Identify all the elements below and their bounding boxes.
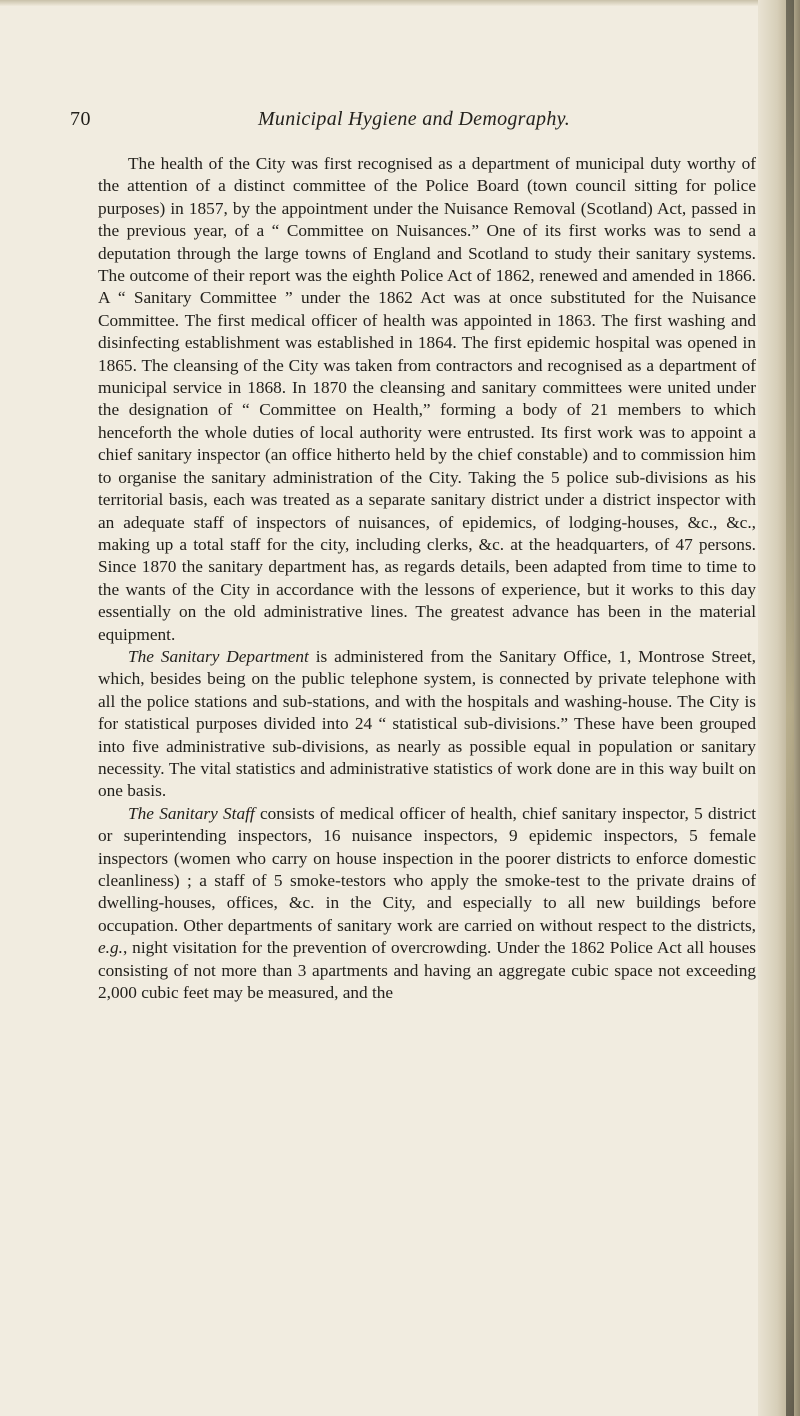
paragraph-history: [98, 153, 756, 646]
body-text: [98, 153, 756, 1004]
running-head: [70, 108, 758, 142]
paragraph-lead: The Sanitary Staff: [128, 803, 255, 823]
paragraph-text: The health of the City was first recognised as a department of municipal duty worthy of the attention of a distinct committee of the Police Board (town council sitting for police purposes) in 1857, by the appointment under the Nuisance Removal (Scotland) Act, passed in the previous year, of a “ Committee on Nuisances.” One of its first works was to send a deputation through the large towns of England and Scotland to study their sanitary systems. The outcome of their report was the eighth Police Act of 1862, renewed and amended in 1866. A “ Sanitary Committee ” under the 1862 Act was at once substituted for the Nuisance Committee. The first medical officer of health was appointed in 1863. The first washing and disinfecting establishment was established in 1864. The first epidemic hospital was opened in 1865. The cleansing of the City was taken from contractors and recognised as a department of municipal service in 1868. In 1870 the cleansing and sanitary committees were united under the designation of “ Committee on Health,” forming a body of 21 members to which henceforth the whole duties of local authority were entrusted. Its first work was to appoint a chief sanitary inspector (an office hitherto held by the chief constable) and to commission him to organise the sanitary administration of the City. Taking the 5 police sub-divisions as his territorial basis, each was treated as a separate sanitary district under a district inspector with an adequate staff of inspectors of nuisances, of epidemics, of lodging-houses, &c., &c., making up a total staff for the city, including clerks, &c. at the headquarters, of 47 persons. Since 1870 the sanitary department has, as regards details, been adapted from time to time to the wants of the City in accordance with the lessons of experience, but it works to this day essentially on the old administrative lines. The greatest advance has been in the material equipment.: [98, 154, 756, 644]
paragraph-text: is administered from the Sanitary Office, 1, Montrose Street, which, besides being on the public telephone system, is connected by private telephone with all the police stations and sub-stations, and with the hospitals and washing-house. The City is for statistical purposes divided into 24 “ statistical sub-divisions.” These have been grouped into five administrative sub-divisions, as nearly as possible equal in population or sanitary necessity. The vital statistics and administrative statistics of work done are in this way built on one basis.: [98, 646, 756, 801]
paragraph-text: consists of medical officer of health, chief sanitary inspector, 5 district or superintending inspectors, 16 nuisance inspectors, 9 epidemic inspectors, 5 female inspectors (women who carry on house inspection in the poorer districts to enforce domestic cleanliness) ; a staff of 5 smoke-testors who apply the smoke-test to the private drains of dwelling-houses, offices, &c. in the City, and especially to all new buildings before occupation. Other departments of sanitary work are carried on without respect to the districts,: [98, 803, 756, 935]
abbreviation-eg: e.g.: [98, 938, 123, 958]
paragraph-text-continued: , night visitation for the prevention of overcrowding. Under the 1862 Police Act all houses consisting of not more than 3 apartments and having an aggregate cubic space not exceeding 2,000 cubic feet may be measured, and the: [98, 938, 756, 1003]
top-shadow: [0, 0, 800, 6]
paragraph-sanitary-department: [98, 646, 756, 803]
paragraph-lead: The Sanitary Department: [128, 646, 309, 666]
page-number: 70: [70, 108, 91, 130]
paragraph-sanitary-staff: [98, 803, 756, 1005]
book-page-edge: [758, 0, 800, 1416]
running-title: Municipal Hygiene and Demography.: [257, 108, 571, 130]
